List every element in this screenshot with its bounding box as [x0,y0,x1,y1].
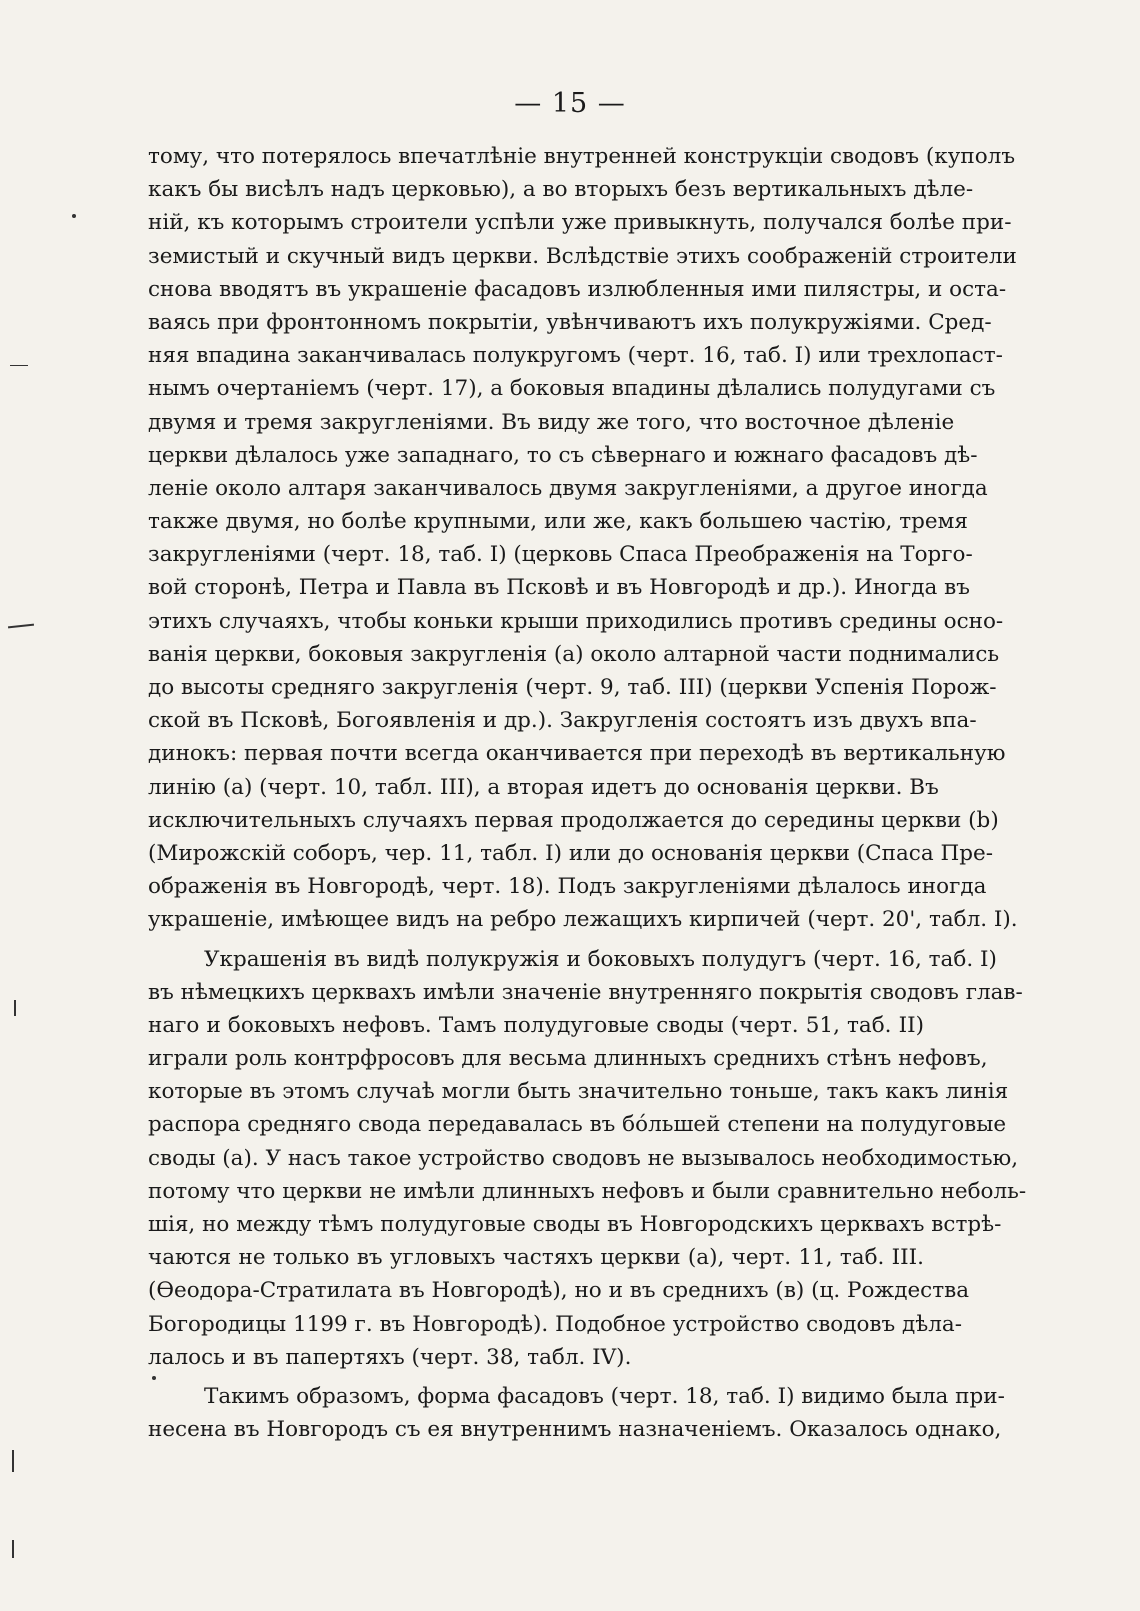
text-line: украшеніе, имѣющее видъ на ребро лежащихъ кирпичей (черт. 20', табл. I). [148,907,1018,933]
text-line: этихъ случаяхъ, чтобы коньки крыши приходились противъ средины осно- [148,608,1004,634]
text-line: лалось и въ папертяхъ (черт. 38, табл. IV). [148,1344,632,1370]
page-number: — 15 — [514,88,626,119]
text-line: линію (a) (черт. 10, табл. III), а вторая идетъ до основанія церкви. Въ [148,774,939,800]
text-line: въ нѣмецкихъ церквахъ имѣли значеніе внутренняго покрытія сводовъ глав- [148,979,1023,1005]
text-line: исключительныхъ случаяхъ первая продолжается до середины церкви (b) [148,807,999,833]
text-line: ображенія въ Новгородѣ, черт. 18). Подъ закругленіями дѣлалось иногда [148,874,987,900]
text-line: наго и боковыхъ нефовъ. Тамъ полудуговые своды (черт. 51, таб. II) [148,1012,924,1038]
paragraph-3 [148,1380,1005,1446]
text-line: (Ѳеодора-Стратилата въ Новгородѣ), но и въ среднихъ (в) (ц. Рождества [148,1278,970,1304]
paragraph-2 [148,943,1027,1374]
text-line: закругленіями (черт. 18, таб. I) (церковь Спаса Преображенія на Торго- [148,542,973,568]
text-line: церкви дѣлалось уже западнаго, то съ сѣвернаго и южнаго фасадовъ дѣ- [148,442,978,468]
text-line: динокъ: первая почти всегда оканчивается при переходѣ въ вертикальную [148,741,1006,767]
text-line: играли роль контрфросовъ для весьма длинныхъ среднихъ стѣнъ нефовъ, [148,1046,988,1072]
text-line: которые въ этомъ случаѣ могли быть значительно тоньше, такъ какъ линія [148,1079,1009,1105]
text-line: распора средняго свода передавалась въ бóльшей степени на полудуговые [148,1112,1007,1138]
text-line: нымъ очертаніемъ (черт. 17), а боковыя впадины дѣлались полудугами съ [148,376,996,402]
text-line: ванія церкви, боковыя закругленія (a) около алтарной части поднимались [148,641,1000,667]
text-line: снова вводятъ въ украшеніе фасадовъ излюбленныя ими пилястры, и оста- [148,276,1007,302]
text-line: ской въ Псковѣ, Богоявленія и др.). Закругленія состоятъ изъ двухъ впа- [148,708,977,734]
text-line: ваясь при фронтонномъ покрытіи, увѣнчиваютъ ихъ полукружіями. Сред- [148,309,992,335]
text-line: до высоты средняго закругленія (черт. 9, таб. III) (церкви Успенія Порож- [148,675,997,700]
text-line: своды (a). У насъ такое устройство сводовъ не вызывалось необходимостью, [148,1145,1019,1171]
text-line: потому что церкви не имѣли длинныхъ нефовъ и были сравнительно неболь- [148,1178,1027,1204]
text-line: Богородицы 1199 г. въ Новгородѣ). Подобное устройство сводовъ дѣла- [148,1311,962,1337]
paragraph-1 [148,140,1018,937]
body-text [148,140,1027,1446]
text-line: (Мирожскій соборъ, чер. 11, табл. I) или до основанія церкви (Спаса Пре- [148,840,993,866]
text-line: Украшенія въ видѣ полукружія и боковыхъ полудугъ (черт. 16, таб. I) [204,946,997,972]
text-line: какъ бы висѣлъ надъ церковью), а во вторыхъ безъ вертикальныхъ дѣле- [148,177,974,203]
text-line: няя впадина заканчивалась полукругомъ (черт. 16, таб. I) или трехлопаст- [148,343,1003,369]
text-line: также двумя, но болѣе крупными, или же, какъ большею частію, тремя [148,509,968,535]
text-line: двумя и тремя закругленіями. Въ виду же того, что восточное дѣленіе [148,409,955,435]
text-line: чаются не только въ угловыхъ частяхъ церкви (a), черт. 11, таб. III. [148,1245,924,1271]
text-line: Такимъ образомъ, форма фасадовъ (черт. 18, таб. I) видимо была при- [204,1383,1005,1409]
text-line: земистый и скучный видъ церкви. Вслѣдствіе этихъ соображеній строители [148,243,1017,269]
text-line: вой сторонѣ, Петра и Павла въ Псковѣ и въ Новгородѣ и др.). Иногда въ [148,575,970,601]
text-line: тому, что потерялось впечатлѣніе внутренней конструкціи сводовъ (куполъ [148,144,1015,169]
text-line: ній, къ которымъ строители успѣли уже привыкнуть, получался болѣе при- [148,210,1012,236]
text-line: несена въ Новгородъ съ ея внутреннимъ назначеніемъ. Оказалось однако, [148,1417,1002,1443]
text-line: леніе около алтаря заканчивалось двумя закругленіями, а другое иногда [148,475,988,501]
text-line: шія, но между тѣмъ полудуговые своды въ Новгородскихъ церквахъ встрѣ- [148,1212,1002,1237]
